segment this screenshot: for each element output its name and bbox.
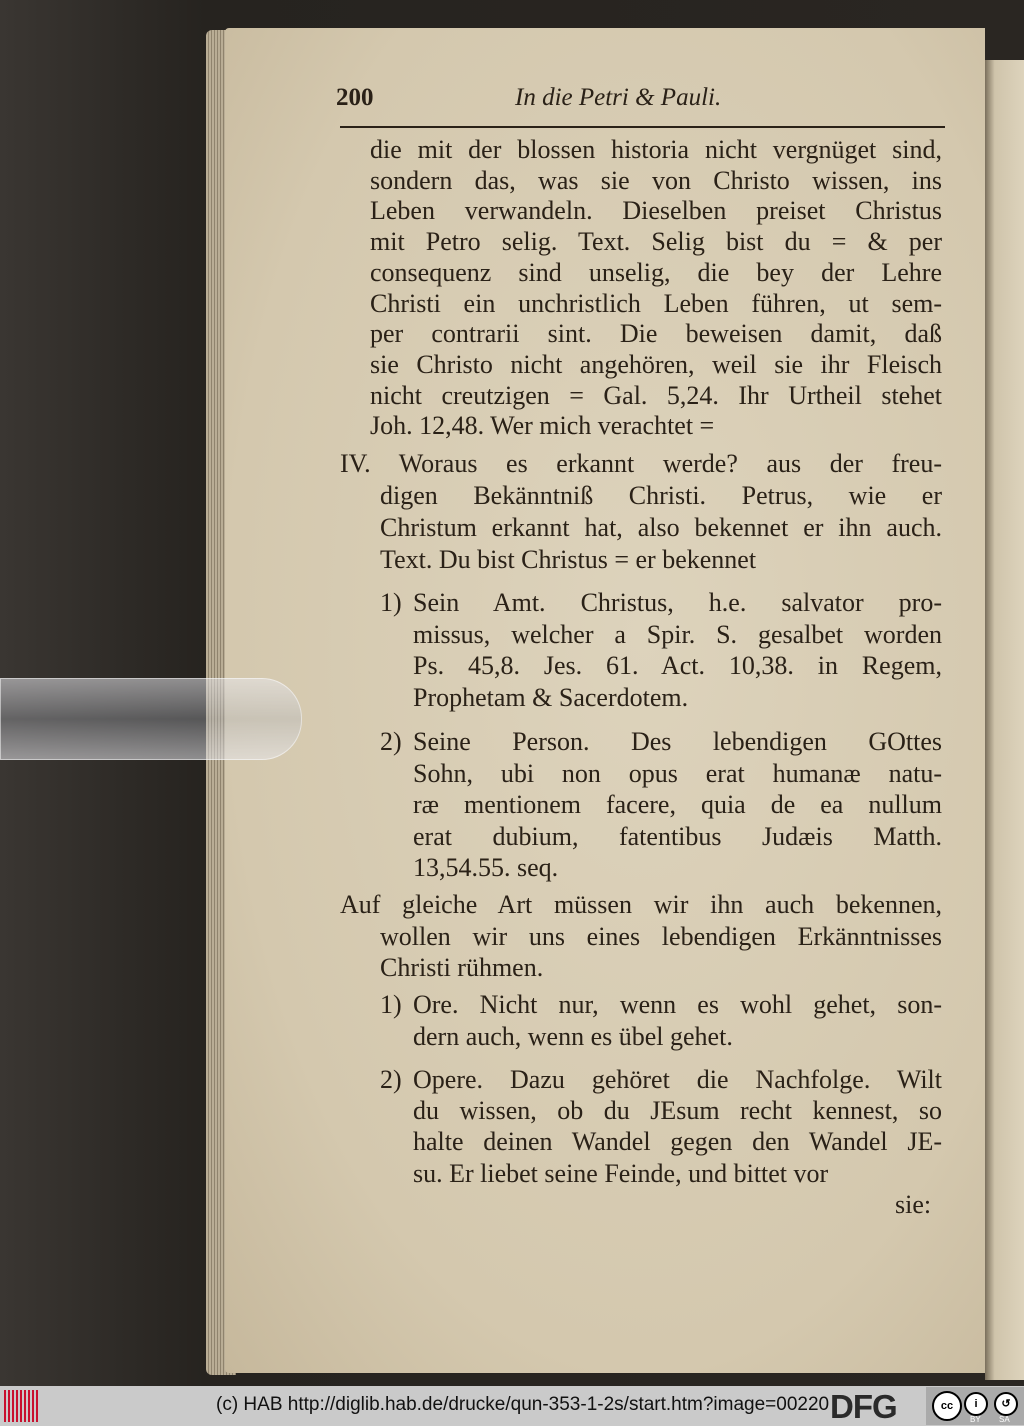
cc-license-badge[interactable] [926, 1387, 1024, 1425]
text-line: Ore. Nicht nur, wenn es wohl gehet, son- [413, 990, 942, 1019]
text-line: mit Petro selig. Text. Selig bist du = & per [370, 227, 942, 257]
text-line: sie Christo nicht angehören, weil sie ihr Fleisch [370, 349, 942, 379]
text-line: sondern das, was sie von Christo wissen, ins [370, 165, 942, 195]
text-line: Christi ein unchristlich Leben führen, ut sem- [370, 288, 942, 318]
text-line: Text. Du bist Christus = er bekennet [380, 545, 757, 574]
item-marker: 1) [380, 588, 402, 617]
dfg-logo: DFG [830, 1388, 897, 1425]
by-label: BY [970, 1415, 981, 1424]
item-marker: 1) [380, 990, 402, 1019]
catchword: sie: [895, 1190, 932, 1219]
text-line: consequenz sind unselig, die bey der Lehre [370, 257, 942, 287]
page-number: 200 [336, 84, 374, 111]
text-line: IV. Woraus es erkannt werde? aus der freu- [340, 449, 942, 478]
text-line: Auf gleiche Art müssen wir ihn auch bekennen, [340, 890, 942, 919]
text-line: erat dubium, fatentibus Judæis Matth. [413, 821, 942, 851]
text-line: Sein Amt. Christus, h.e. salvator pro- [413, 588, 942, 617]
text-line: 13,54.55. seq. [413, 853, 559, 882]
item-marker: 2) [380, 1065, 402, 1094]
text-line: wollen wir uns eines lebendigen Erkänntnisses [380, 921, 942, 951]
text-line: Christum erkannt hat, also bekennet er ihn auch. [380, 513, 942, 542]
text-line: Christi rühmen. [380, 953, 544, 982]
text-line: missus, welcher a Spir. S. gesalbet worden [413, 619, 942, 649]
by-icon: i [964, 1392, 988, 1416]
cc-icon: cc [932, 1391, 962, 1421]
text-line: Prophetam & Sacerdotem. [413, 682, 689, 712]
text-line: Joh. 12,48. Wer mich verachtet = [370, 411, 715, 441]
text-line: Leben verwandeln. Dieselben preiset Christus [370, 196, 942, 226]
running-head: In die Petri & Pauli. [515, 84, 722, 111]
text-line: su. Er liebet seine Feinde, und bittet vor [413, 1158, 829, 1188]
text-line: Sohn, ubi non opus erat humanæ natu- [413, 758, 942, 788]
text-line: ræ mentionem facere, quia de ea nullum [413, 790, 942, 819]
text-line: dern auch, wenn es übel gehet. [413, 1021, 733, 1051]
hab-logo-icon [4, 1390, 38, 1422]
text-line: die mit der blossen historia nicht vergnüget sind, [370, 135, 942, 164]
text-line: per contrarii sint. Die beweisen damit, daß [370, 319, 942, 349]
text-line: nicht creutzigen = Gal. 5,24. Ihr Urtheil stehet [370, 380, 942, 410]
text-line: Opere. Dazu gehöret die Nachfolge. Wilt [413, 1065, 942, 1094]
text-line: halte deinen Wandel gegen den Wandel JE- [413, 1127, 942, 1157]
sa-icon: ↺ [994, 1392, 1018, 1416]
footer-bar [0, 1386, 1024, 1426]
text-line: du wissen, ob du JEsum recht kennest, so [413, 1096, 942, 1126]
sa-label: SA [999, 1415, 1010, 1424]
item-marker: 2) [380, 727, 402, 756]
text-line: digen Bekänntniß Christi. Petrus, wie er [380, 481, 942, 510]
text-line: Seine Person. Des lebendigen GOttes [413, 727, 942, 756]
credit-link[interactable]: (c) HAB http://diglib.hab.de/drucke/qun-353-1-2s/start.htm?image=00220 [216, 1394, 830, 1415]
page-clamp [0, 678, 302, 760]
text-line: Ps. 45,8. Jes. 61. Act. 10,38. in Regem, [413, 651, 942, 680]
